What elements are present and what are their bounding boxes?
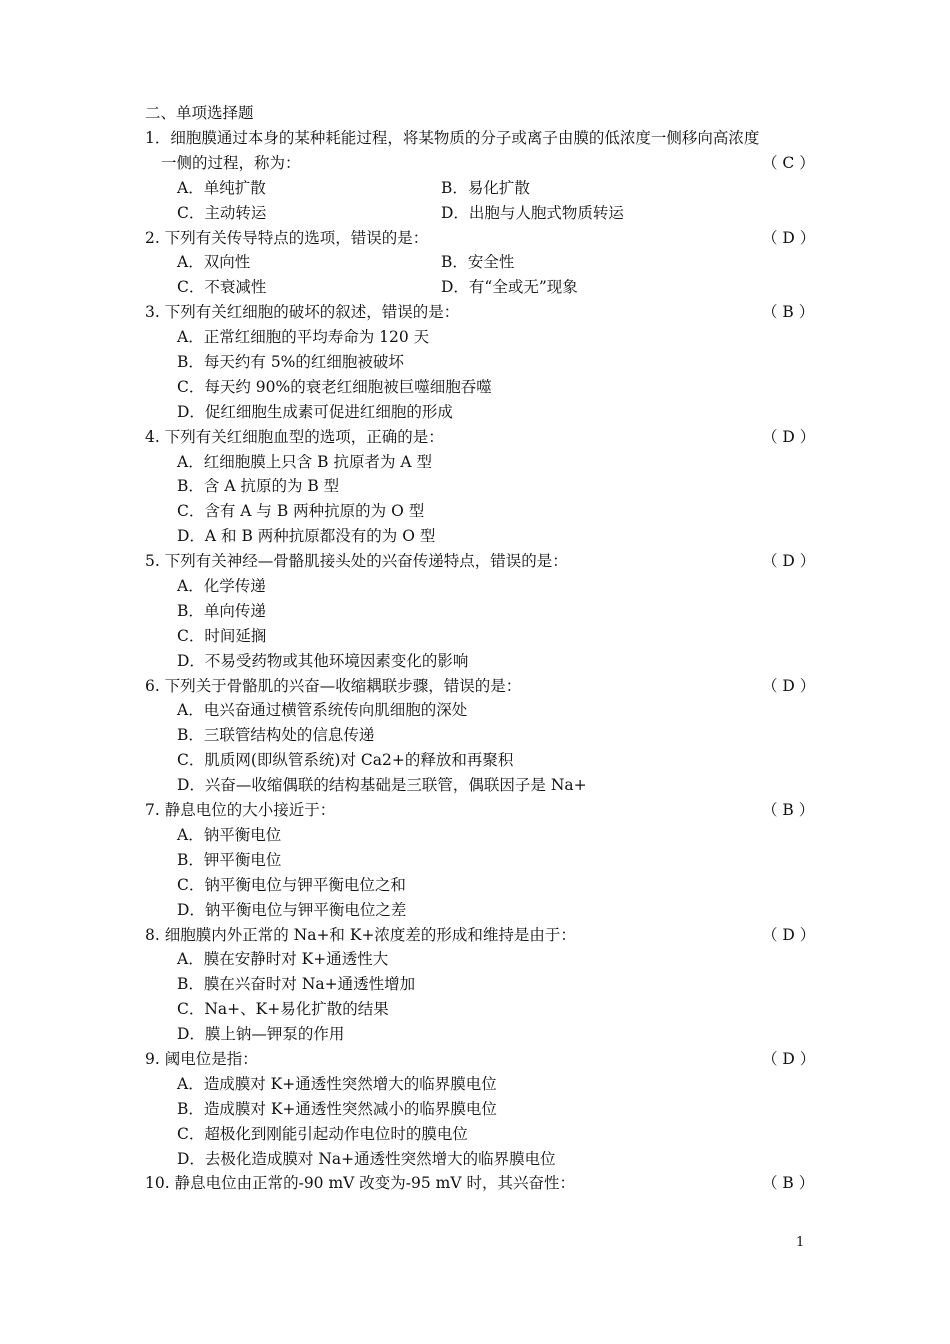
option-c: C．主动转运	[177, 203, 267, 222]
option-a: A．单纯扩散	[177, 178, 266, 197]
answer-label: （ D ）	[762, 228, 816, 247]
answer-label: （ D ）	[762, 925, 816, 944]
question-1-stem-line-2	[145, 151, 815, 176]
option-d: D．出胞与人胞式物质转运	[441, 203, 624, 222]
option-b: B．含 A 抗原的为 B 型	[177, 477, 340, 496]
option-b: B．每天约有 5%的红细胞被破坏	[177, 353, 404, 372]
answer-label: （ D ）	[762, 427, 816, 446]
option-a: A．造成膜对 K+通透性突然增大的临界膜电位	[177, 1074, 497, 1093]
option-a: A．红细胞膜上只含 B 抗原者为 A 型	[177, 452, 432, 471]
option-a: A．化学传递	[177, 577, 266, 596]
question-6-stem	[145, 674, 816, 699]
answer-label: （ D ）	[762, 676, 816, 695]
question-7-stem	[145, 798, 815, 823]
option-d: D．钠平衡电位与钾平衡电位之差	[177, 900, 407, 919]
option-c: C．含有 A 与 B 两种抗原的为 O 型	[177, 502, 425, 521]
section-title: 二、单项选择题	[145, 104, 254, 122]
option-c: C．超极化到刚能引起动作电位时的膜电位	[177, 1124, 468, 1143]
question-stem: 9. 阈电位是指：	[145, 1049, 258, 1068]
option-d: D．膜上钠—钾泵的作用	[177, 1025, 345, 1044]
option-a: A．钠平衡电位	[177, 825, 282, 844]
option-d: D．不易受药物或其他环境因素变化的影响	[177, 651, 469, 670]
option-b: B．三联管结构处的信息传递	[177, 726, 375, 745]
answer-label: （ B ）	[762, 303, 815, 322]
question-stem: 3. 下列有关红细胞的破坏的叙述，错误的是：	[145, 303, 460, 322]
option-d: D．促红细胞生成素可促进红细胞的形成	[177, 402, 453, 421]
question-9-stem	[145, 1047, 816, 1072]
option-d: D．A 和 B 两种抗原都没有的为 O 型	[177, 527, 436, 546]
option-c: C．Na+、K+易化扩散的结果	[177, 1000, 389, 1019]
question-stem: 10. 静息电位由正常的-90 mV 改变为-95 mV 时，其兴奋性：	[145, 1174, 575, 1193]
question-stem: 一侧的过程，称为：	[161, 153, 301, 172]
answer-label: （ B ）	[762, 1174, 815, 1193]
answer-label: （ D ）	[762, 552, 816, 571]
option-b: B．造成膜对 K+通透性突然减小的临界膜电位	[177, 1099, 497, 1118]
option-row	[145, 201, 810, 226]
question-stem: 7. 静息电位的大小接近于：	[145, 801, 336, 820]
option-a: A．双向性	[177, 253, 251, 272]
option-c: C．每天约 90%的衰老红细胞被巨噬细胞吞噬	[177, 377, 492, 396]
option-d: D．去极化造成膜对 Na+通透性突然增大的临界膜电位	[177, 1149, 556, 1168]
question-stem: 1．细胞膜通过本身的某种耗能过程，将某物质的分子或离子由膜的低浓度一侧移向高浓度	[145, 129, 760, 147]
answer-label: （ D ）	[762, 1049, 816, 1068]
question-stem: 4. 下列有关红细胞血型的选项，正确的是：	[145, 427, 444, 446]
question-5-stem	[145, 549, 816, 574]
option-c: C．时间延搁	[177, 626, 267, 645]
option-row	[145, 250, 810, 275]
question-stem: 2. 下列有关传导特点的选项，错误的是：	[145, 228, 429, 247]
question-1-stem-line-1	[145, 126, 810, 151]
option-a: A．电兴奋通过横管系统传向肌细胞的深处	[177, 701, 468, 720]
answer-label: （ B ）	[762, 801, 815, 820]
option-c: C．钠平衡电位与钾平衡电位之和	[177, 875, 406, 894]
question-2-stem	[145, 226, 816, 251]
question-8-stem	[145, 923, 816, 948]
option-c: C．肌质网(即纵管系统)对 Ca2+的释放和再聚积	[177, 751, 514, 770]
question-4-stem	[145, 425, 816, 450]
question-stem: 6. 下列关于骨骼肌的兴奋—收缩耦联步骤，错误的是：	[145, 676, 522, 695]
option-c: C．不衰减性	[177, 278, 267, 297]
option-d: D．兴奋—收缩偶联的结构基础是三联管，偶联因子是 Na+	[177, 776, 587, 795]
question-10-stem	[145, 1171, 815, 1196]
option-row	[145, 275, 810, 300]
question-stem: 5. 下列有关神经—骨骼肌接头处的兴奋传递特点，错误的是：	[145, 552, 568, 571]
question-3-stem	[145, 300, 815, 325]
option-b: B．安全性	[441, 253, 515, 272]
question-list	[145, 126, 816, 1196]
page-number: 1	[796, 1235, 805, 1250]
option-b: B．单向传递	[177, 601, 266, 620]
option-d: D．有“全或无”现象	[441, 278, 578, 297]
answer-label: （ C ）	[762, 153, 815, 172]
option-a: A．正常红细胞的平均寿命为 120 天	[177, 328, 430, 347]
option-row	[145, 176, 810, 201]
question-stem: 8. 细胞膜内外正常的 Na+和 K+浓度差的形成和维持是由于：	[145, 925, 576, 944]
option-b: B．膜在兴奋时对 Na+通透性增加	[177, 975, 416, 994]
option-b: B．钾平衡电位	[177, 850, 282, 869]
option-a: A．膜在安静时对 K+通透性大	[177, 950, 389, 969]
option-b: B．易化扩散	[441, 178, 530, 197]
